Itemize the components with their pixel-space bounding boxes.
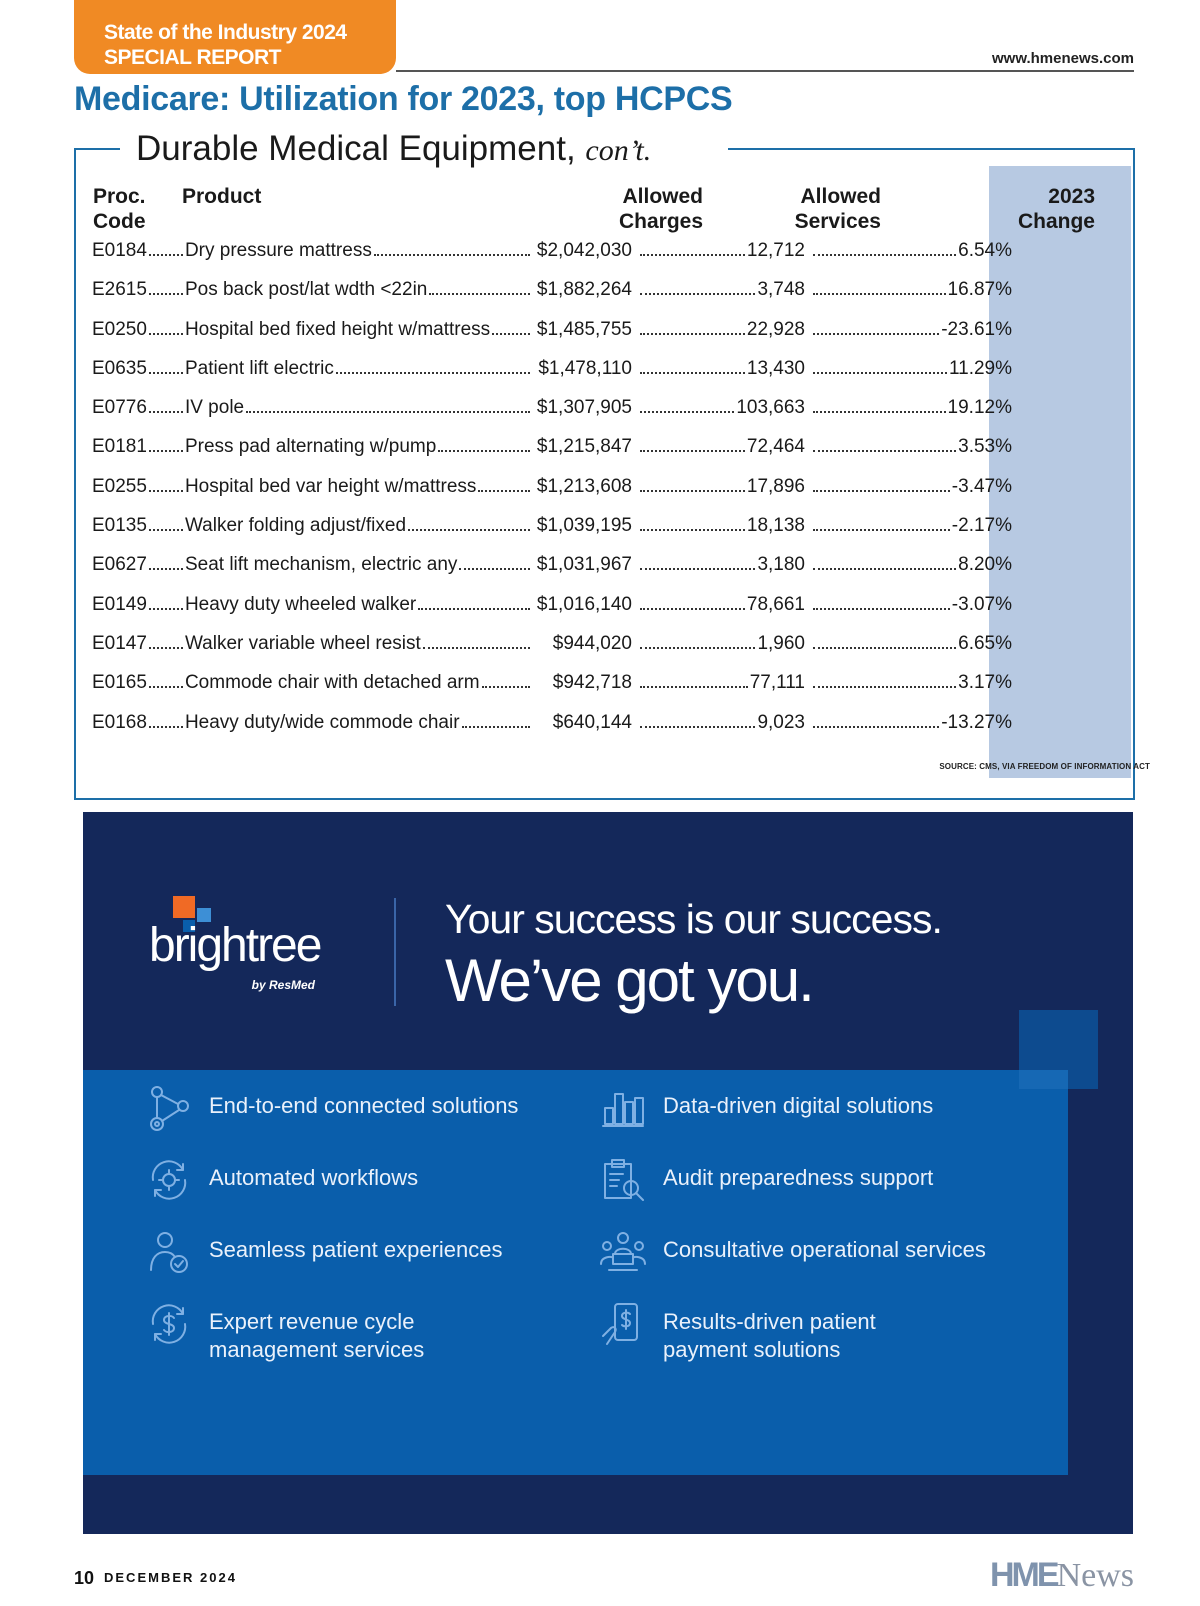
header-change-line2: Change — [1017, 210, 1095, 233]
leader-dots — [813, 333, 939, 335]
leader-dots — [374, 254, 530, 256]
leader-dots — [813, 254, 956, 256]
table-row — [92, 633, 1122, 672]
table-row — [92, 554, 1122, 593]
change-percent: 16.87% — [947, 279, 1012, 301]
change-percent: 3.17% — [958, 672, 1012, 694]
dollar-cycle-icon — [145, 1300, 193, 1348]
leader-dots — [813, 608, 950, 610]
feature-line1: Data-driven digital solutions — [663, 1093, 934, 1118]
product-name: Walker variable wheel resist — [184, 632, 421, 654]
site-url[interactable]: www.hmenews.com — [992, 50, 1134, 67]
allowed-charges: $1,031,967 — [536, 554, 632, 576]
leader-dots — [813, 450, 956, 452]
ad-divider — [394, 898, 396, 1006]
table-row — [92, 594, 1122, 633]
change-percent: -3.47% — [951, 475, 1012, 497]
feature-item-left-0 — [145, 1092, 518, 1132]
leader-dots — [149, 568, 183, 570]
leader-dots — [813, 568, 956, 570]
allowed-services: 1,960 — [757, 632, 805, 654]
leader-dots — [640, 293, 755, 295]
allowed-charges: $1,215,847 — [536, 436, 632, 458]
product-name: Press pad alternating w/pump — [184, 436, 437, 458]
services-cell — [632, 515, 805, 537]
code-product-cell — [92, 476, 632, 498]
allowed-charges: $640,144 — [552, 711, 632, 733]
change-cell — [805, 279, 1012, 301]
table-title-suffix: con’t. — [585, 134, 652, 167]
leader-dots — [640, 254, 745, 256]
product-name: Hospital bed fixed height w/mattress — [184, 318, 491, 340]
leader-dots — [246, 411, 530, 413]
feature-item-left-3 — [145, 1308, 424, 1364]
leader-dots — [640, 490, 745, 492]
code-product-cell — [92, 672, 632, 694]
table-row — [92, 515, 1122, 554]
header-product: Product — [182, 185, 262, 208]
allowed-services: 9,023 — [757, 711, 805, 733]
feature-text — [663, 1308, 876, 1364]
services-cell — [632, 436, 805, 458]
leader-dots — [640, 726, 755, 728]
feature-line1: End-to-end connected solutions — [209, 1093, 519, 1118]
logo-news: News — [1056, 1557, 1134, 1594]
network-nodes-icon — [145, 1084, 193, 1132]
leader-dots — [640, 372, 745, 374]
leader-dots — [149, 293, 183, 295]
feature-text — [663, 1236, 986, 1264]
table-row — [92, 279, 1122, 318]
product-name: Commode chair with detached arm — [184, 672, 480, 694]
feature-item-right-0 — [599, 1092, 933, 1132]
leader-dots — [813, 411, 946, 413]
leader-dots — [640, 333, 745, 335]
leader-dots — [149, 333, 183, 335]
team-meeting-icon — [599, 1228, 647, 1276]
allowed-services: 78,661 — [746, 593, 805, 615]
code-product-cell — [92, 594, 632, 616]
proc-code: E0168 — [92, 711, 147, 733]
header-allowed-charges — [619, 184, 703, 234]
allowed-services: 77,111 — [749, 672, 805, 694]
change-percent: -3.07% — [951, 593, 1012, 615]
allowed-services: 72,464 — [746, 436, 805, 458]
brightree-advertisement[interactable] — [83, 812, 1133, 1534]
leader-dots — [640, 529, 745, 531]
source-note: SOURCE: CMS, VIA FREEDOM OF INFORMATION ACT — [939, 762, 1150, 771]
proc-code: E0165 — [92, 672, 147, 694]
allowed-charges: $944,020 — [552, 632, 632, 654]
feature-item-left-1 — [145, 1164, 418, 1204]
leader-dots — [813, 529, 950, 531]
header-2023-change — [1018, 184, 1095, 234]
change-percent: 11.29% — [948, 357, 1012, 379]
feature-line2: payment solutions — [663, 1337, 841, 1362]
leader-dots — [482, 686, 530, 688]
feature-text — [209, 1164, 418, 1192]
logo-wordmark: brightree — [149, 919, 321, 972]
services-cell — [632, 397, 805, 419]
table-row — [92, 672, 1122, 711]
leader-dots — [149, 450, 183, 452]
box-top-border-right — [728, 148, 1135, 150]
ad-decor-square-overlap — [1019, 1070, 1068, 1089]
special-report-tab — [74, 0, 396, 74]
change-percent: 8.20% — [958, 554, 1012, 576]
product-name: Patient lift electric — [184, 357, 334, 379]
product-name: Dry pressure mattress — [184, 240, 372, 261]
code-product-cell — [92, 712, 632, 734]
header-change-line1: 2023 — [1048, 185, 1095, 208]
table-row — [92, 712, 1122, 751]
allowed-charges: $1,039,195 — [536, 515, 632, 537]
proc-code: E0147 — [92, 632, 147, 654]
code-product-cell — [92, 397, 632, 419]
proc-code: E0181 — [92, 436, 147, 458]
feature-line1: Expert revenue cycle — [209, 1309, 415, 1334]
change-cell — [805, 594, 1012, 616]
allowed-charges: $942,718 — [552, 672, 632, 694]
leader-dots — [336, 372, 530, 374]
proc-code: E0149 — [92, 593, 147, 615]
change-cell — [805, 515, 1012, 537]
allowed-charges: $1,485,755 — [536, 318, 632, 340]
tab-subtitle: SPECIAL REPORT — [104, 46, 281, 69]
services-cell — [632, 279, 805, 301]
change-cell — [805, 712, 1012, 734]
feature-line2: management services — [209, 1337, 425, 1362]
product-name: IV pole — [184, 397, 245, 419]
leader-dots — [813, 372, 947, 374]
proc-code: E0135 — [92, 515, 147, 537]
product-name: Hospital bed var height w/mattress — [184, 475, 477, 497]
change-percent: -23.61% — [941, 318, 1012, 340]
header-services-line1: Allowed — [800, 185, 881, 208]
change-percent: -2.17% — [951, 515, 1012, 537]
header-services-line2: Services — [794, 210, 881, 233]
code-product-cell — [92, 358, 632, 380]
logo-hme: HME — [990, 1556, 1057, 1594]
leader-dots — [149, 372, 183, 374]
header-proc-code — [93, 184, 146, 234]
leader-dots — [813, 647, 956, 649]
allowed-services: 3,180 — [757, 554, 805, 576]
header-charges-line2: Charges — [618, 210, 703, 233]
leader-dots — [813, 293, 946, 295]
allowed-services: 17,896 — [746, 475, 805, 497]
proc-code: E0635 — [92, 357, 147, 379]
feature-line1: Seamless patient experiences — [209, 1237, 503, 1262]
proc-code: E2615 — [92, 279, 147, 301]
allowed-charges: $1,016,140 — [536, 593, 632, 615]
leader-dots — [149, 411, 183, 413]
box-top-border-left — [74, 148, 120, 150]
leader-dots — [429, 293, 530, 295]
proc-code: E0627 — [92, 554, 147, 576]
feature-line1: Audit preparedness support — [663, 1165, 934, 1190]
allowed-charges: $1,213,608 — [536, 475, 632, 497]
table-row — [92, 319, 1122, 358]
product-name: Walker folding adjust/fixed — [184, 515, 407, 537]
leader-dots — [640, 411, 734, 413]
services-cell — [632, 594, 805, 616]
proc-code: E0255 — [92, 475, 147, 497]
proc-code: E0250 — [92, 318, 147, 340]
hcpcs-table — [74, 129, 1135, 800]
change-percent: -13.27% — [941, 711, 1012, 733]
leader-dots — [640, 608, 745, 610]
clipboard-search-icon — [599, 1156, 647, 1204]
change-cell — [805, 476, 1012, 498]
leader-dots — [462, 726, 530, 728]
change-percent: 6.54% — [958, 240, 1012, 261]
table-body — [92, 240, 1122, 751]
feature-line1: Automated workflows — [209, 1165, 419, 1190]
gear-cycle-icon — [145, 1156, 193, 1204]
leader-dots — [149, 490, 183, 492]
product-name: Seat lift mechanism, electric any — [184, 554, 458, 576]
change-percent: 6.65% — [958, 632, 1012, 654]
proc-code: E0776 — [92, 397, 147, 419]
leader-dots — [418, 608, 530, 610]
code-product-cell — [92, 436, 632, 458]
ad-tagline-2: We’ve got you. — [445, 947, 813, 1014]
feature-text — [663, 1092, 933, 1120]
brightree-logo[interactable] — [149, 896, 349, 1006]
change-cell — [805, 554, 1012, 576]
allowed-charges: $1,478,110 — [538, 357, 632, 379]
services-cell — [632, 476, 805, 498]
table-title-main: Durable Medical Equipment, — [136, 129, 576, 168]
feature-line1: Results-driven patient — [663, 1309, 876, 1334]
product-name: Heavy duty/wide commode chair — [184, 711, 460, 733]
allowed-charges: $2,042,030 — [536, 240, 632, 261]
leader-dots — [478, 490, 530, 492]
leader-dots — [149, 686, 183, 688]
code-product-cell — [92, 554, 632, 576]
feature-item-right-1 — [599, 1164, 933, 1204]
services-cell — [632, 554, 805, 576]
services-cell — [632, 672, 805, 694]
change-percent: 19.12% — [947, 397, 1012, 419]
leader-dots — [149, 608, 183, 610]
services-cell — [632, 358, 805, 380]
change-cell — [805, 240, 1012, 262]
logo-by-resmed: by ResMed — [251, 978, 315, 992]
allowed-services: 18,138 — [746, 515, 805, 537]
code-product-cell — [92, 279, 632, 301]
leader-dots — [149, 726, 183, 728]
change-cell — [805, 319, 1012, 341]
feature-text — [209, 1236, 503, 1264]
leader-dots — [640, 647, 755, 649]
code-product-cell — [92, 240, 632, 262]
feature-text — [209, 1308, 424, 1364]
change-cell — [805, 436, 1012, 458]
table-row — [92, 358, 1122, 397]
header-allowed-services — [795, 184, 881, 234]
code-product-cell — [92, 515, 632, 537]
table-row — [92, 476, 1122, 515]
leader-dots — [459, 568, 530, 570]
table-row — [92, 436, 1122, 475]
leader-dots — [640, 686, 748, 688]
leader-dots — [640, 568, 755, 570]
leader-dots — [149, 529, 183, 531]
feature-text — [663, 1164, 933, 1192]
services-cell — [632, 712, 805, 734]
proc-code: E0184 — [92, 240, 147, 261]
tab-title: State of the Industry 2024 — [104, 21, 347, 44]
leader-dots — [438, 450, 530, 452]
feature-item-right-2 — [599, 1236, 986, 1276]
logo-orange-square — [173, 896, 195, 918]
feature-item-left-2 — [145, 1236, 503, 1276]
code-product-cell — [92, 633, 632, 655]
page-number: 10 — [74, 1568, 95, 1588]
leader-dots — [640, 450, 745, 452]
hme-news-logo[interactable] — [990, 1556, 1134, 1595]
allowed-charges: $1,307,905 — [536, 397, 632, 419]
header-rule — [396, 70, 1134, 72]
feature-line1: Consultative operational services — [663, 1237, 986, 1262]
change-cell — [805, 633, 1012, 655]
page-headline: Medicare: Utilization for 2023, top HCPCS — [74, 80, 733, 118]
table-row — [92, 397, 1122, 436]
leader-dots — [813, 726, 939, 728]
leader-dots — [423, 647, 530, 649]
phone-payment-icon — [599, 1300, 647, 1348]
leader-dots — [813, 490, 950, 492]
allowed-services: 12,712 — [746, 240, 805, 261]
header-proc-code-line1: Proc. — [93, 185, 146, 208]
allowed-charges: $1,882,264 — [536, 279, 632, 301]
product-name: Pos back post/lat wdth <22in — [184, 279, 428, 301]
leader-dots — [813, 686, 956, 688]
change-cell — [805, 397, 1012, 419]
bar-chart-icon — [599, 1084, 647, 1132]
leader-dots — [149, 647, 183, 649]
header-charges-line1: Allowed — [622, 185, 703, 208]
leader-dots — [408, 529, 530, 531]
header-proc-code-line2: Code — [93, 210, 146, 233]
allowed-services: 22,928 — [746, 318, 805, 340]
product-name: Heavy duty wheeled walker — [184, 593, 417, 615]
change-percent: 3.53% — [958, 436, 1012, 458]
change-cell — [805, 672, 1012, 694]
issue-date: DECEMBER 2024 — [104, 1570, 237, 1585]
allowed-services: 3,748 — [757, 279, 805, 301]
feature-text — [209, 1092, 518, 1120]
services-cell — [632, 319, 805, 341]
table-row — [92, 240, 1122, 279]
feature-item-right-3 — [599, 1308, 876, 1364]
change-cell — [805, 358, 1012, 380]
leader-dots — [492, 333, 530, 335]
ad-tagline-1: Your success is our success. — [445, 896, 942, 942]
services-cell — [632, 633, 805, 655]
code-product-cell — [92, 319, 632, 341]
patient-check-icon — [145, 1228, 193, 1276]
table-title — [136, 129, 651, 169]
leader-dots — [149, 254, 183, 256]
allowed-services: 13,430 — [746, 357, 805, 379]
allowed-services: 103,663 — [736, 397, 805, 419]
services-cell — [632, 240, 805, 262]
